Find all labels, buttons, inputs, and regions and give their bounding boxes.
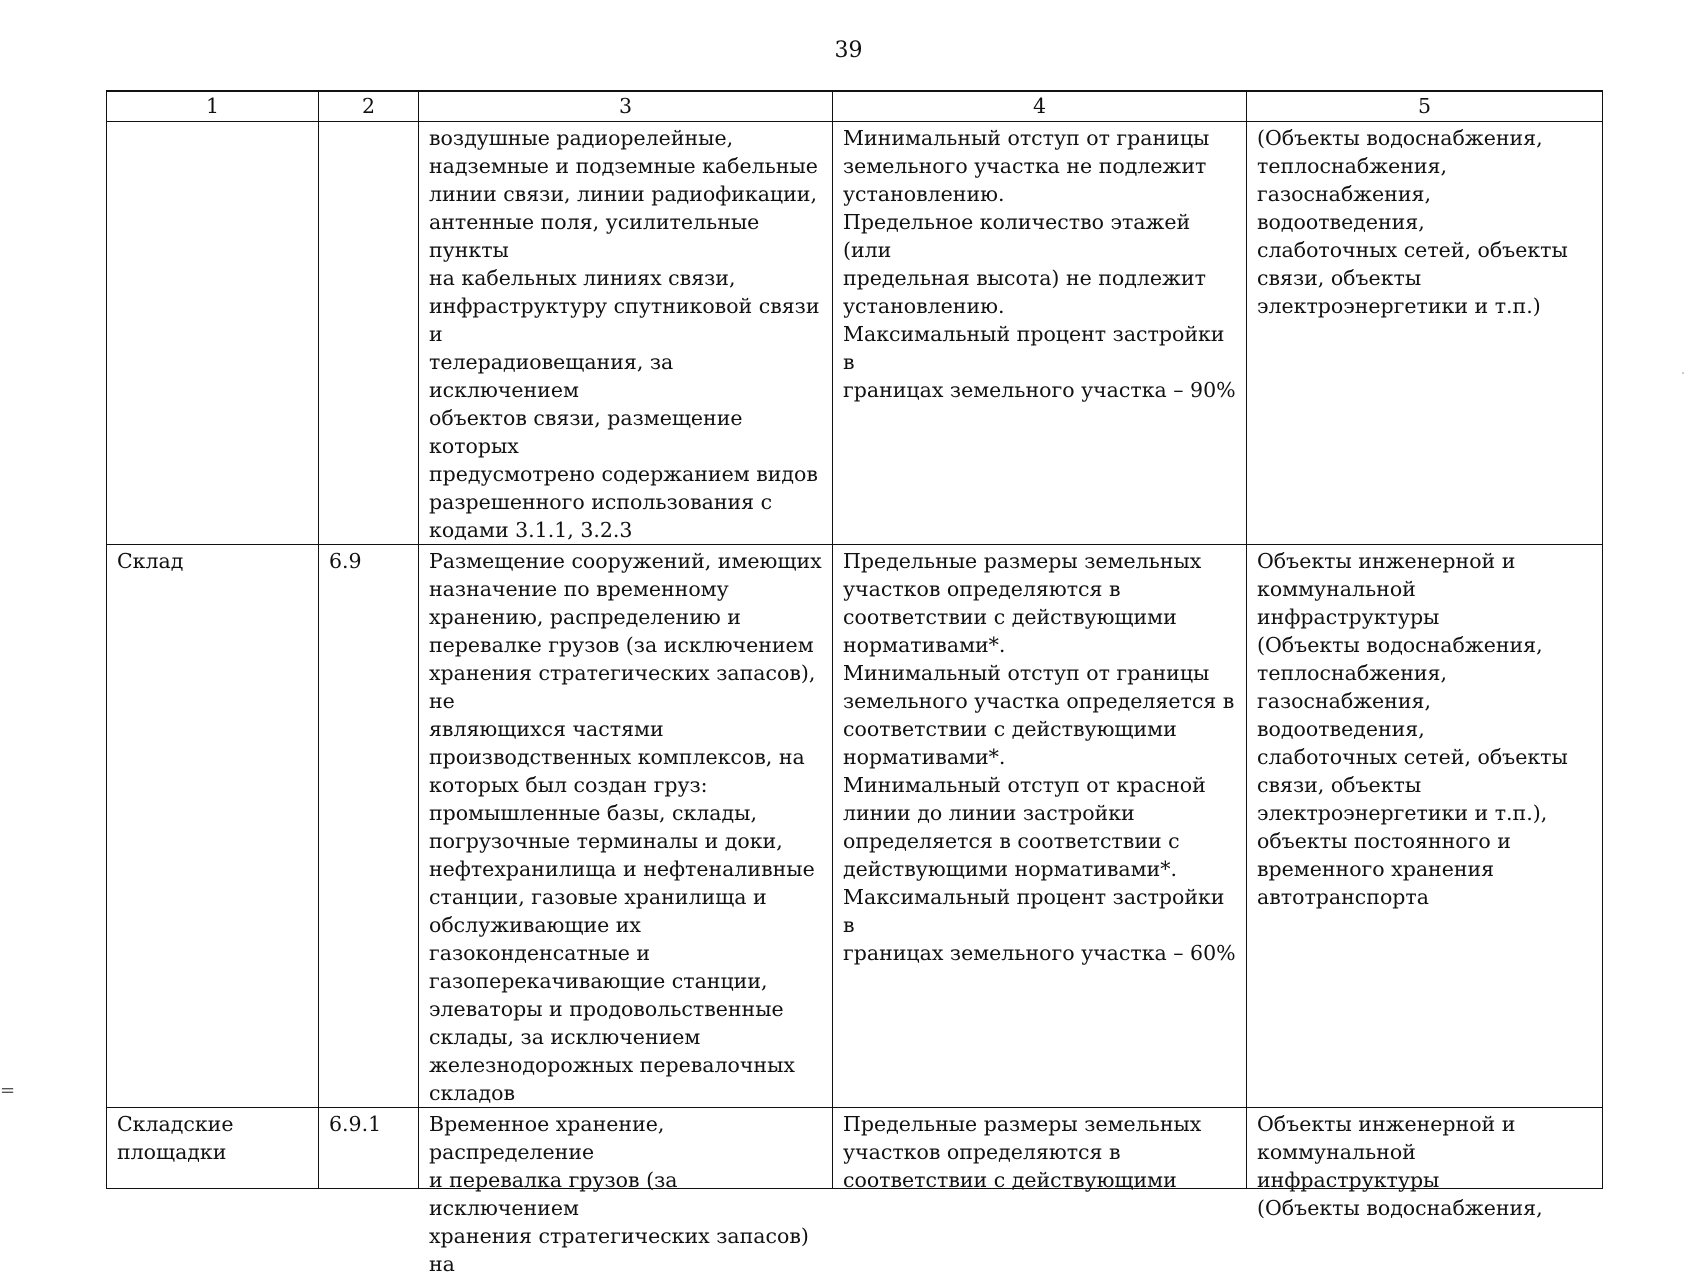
regulations-table: [106, 90, 1603, 1276]
use-description-cell: Размещение сооружений, имеющих назначение по временному хранению, распределению и перевалке грузов (за исключением хранения стратегических запасов), не являющихся частями производственных комплексов, на которых был создан груз: промышленные базы, склады, погрузочные терминалы и доки, нефтехранилища и нефтеналивные станции, газовые хранилища и обслуживающие их газоконденсатные и газоперекачивающие станции, элеваторы и продовольственные склады, за исключением железнодорожных перевалочных складов: [419, 545, 833, 1108]
column-header-3: 3: [419, 91, 833, 122]
use-name-cell: Складские площадки: [107, 1108, 319, 1189]
parameters-cell: Минимальный отступ от границы земельного участка не подлежит установлению. Предельное количество этажей (или предельная высота) не подлежит установлению. Максимальный процент застройки в границах земельного участка – 90%: [833, 122, 1247, 545]
use-description-cell: воздушные радиорелейные, надземные и подземные кабельные линии связи, линии радиофикации, антенные поля, усилительные пункты на кабельных линиях связи, инфраструктуру спутниковой связи и телерадиовещания, за исключением объектов связи, размещение которых предусмотрено содержанием видов разрешенного использования с кодами 3.1.1, 3.2.3: [419, 122, 833, 545]
table-row: [107, 545, 1603, 1108]
column-header-1: 1: [107, 91, 319, 122]
scan-speck: [1682, 372, 1684, 374]
auxiliary-uses-cell: Объекты инженерной и коммунальной инфраструктуры (Объекты водоснабжения,: [1247, 1108, 1603, 1189]
column-header-4: 4: [833, 91, 1247, 122]
use-name-cell: Склад: [107, 545, 319, 1108]
parameters-cell: Предельные размеры земельных участков определяются в соответствии с действующими нормативами*. Минимальный отступ от границы земельного участка определяется в соответствии с действующими нормативами*. Минимальный отступ от красной линии до линии застройки определяется в соответствии с действующими нормативами*. Максимальный процент застройки в границах земельного участка – 60%: [833, 545, 1247, 1108]
use-description-cell: Временное хранение, распределение и перевалка грузов (за исключением хранения стратегических запасов) на: [419, 1108, 833, 1189]
use-name-cell: [107, 122, 319, 545]
use-code-cell: 6.9: [319, 545, 419, 1108]
use-code-cell: [319, 122, 419, 545]
parameters-cell: Предельные размеры земельных участков определяются в соответствии с действующими: [833, 1108, 1247, 1189]
auxiliary-uses-cell: Объекты инженерной и коммунальной инфраструктуры (Объекты водоснабжения, теплоснабжения, газоснабжения, водоотведения, слаботочных сетей, объекты связи, объекты электроэнергетики и т.п.), объекты постоянного и временного хранения автотранспорта: [1247, 545, 1603, 1108]
use-code-cell: 6.9.1: [319, 1108, 419, 1189]
table-row: [107, 1108, 1603, 1189]
auxiliary-uses-cell: (Объекты водоснабжения, теплоснабжения, газоснабжения, водоотведения, слаботочных сетей, объекты связи, объекты электроэнергетики и т.п.): [1247, 122, 1603, 545]
table-row: [107, 122, 1603, 545]
scan-edge-mark: =: [0, 1080, 16, 1101]
column-header-2: 2: [319, 91, 419, 122]
column-header-5: 5: [1247, 91, 1603, 122]
page-number: 39: [834, 38, 863, 63]
table-header-row: [107, 91, 1603, 122]
